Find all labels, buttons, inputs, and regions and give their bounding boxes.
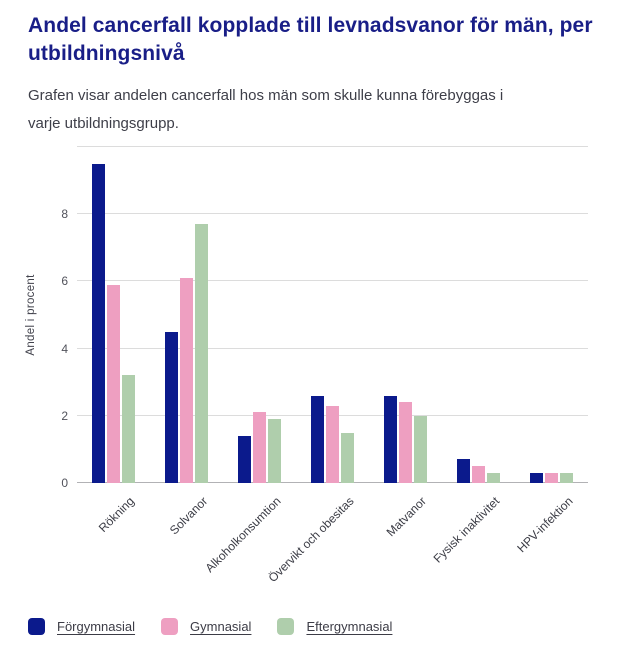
legend-label-eftergymnasial: Eftergymnasial — [306, 619, 393, 634]
bar-f-rgymnasial-r-kning[interactable] — [92, 164, 105, 483]
bar-group-fysisk-inaktivitet — [457, 147, 500, 483]
chart-legend — [28, 618, 392, 635]
bar-group-alkoholkonsumtion — [238, 147, 281, 483]
y-axis-title: Andel i procent — [25, 274, 37, 356]
bar-eftergymnasial-fysisk-inaktivitet[interactable] — [487, 473, 500, 483]
legend-swatch-eftergymnasial — [277, 618, 294, 635]
bar-group-vervikt-och-obesitas — [311, 147, 354, 483]
x-axis-label-r-kning: Rökning — [96, 494, 138, 536]
bar-eftergymnasial-vervikt-och-obesitas[interactable] — [341, 433, 354, 483]
bar-f-rgymnasial-hpv-infektion[interactable] — [530, 473, 543, 483]
x-axis-label-hpv-infektion: HPV-infektion — [514, 494, 576, 556]
bar-group-r-kning — [92, 147, 135, 483]
bar-f-rgymnasial-matvanor[interactable] — [384, 396, 397, 483]
legend-item-gymnasial[interactable] — [161, 618, 251, 635]
legend-label-forgymnasial: Förgymnasial — [57, 619, 136, 634]
bar-group-hpv-infektion — [530, 147, 573, 483]
x-axis-label-matvanor: Matvanor — [384, 494, 430, 540]
y-tick-label-8: 8 — [61, 207, 68, 222]
y-tick-label-4: 4 — [61, 341, 68, 356]
bar-gymnasial-vervikt-och-obesitas[interactable] — [326, 406, 339, 483]
bar-gymnasial-matvanor[interactable] — [399, 402, 412, 483]
bar-eftergymnasial-matvanor[interactable] — [414, 416, 427, 483]
y-tick-label-0: 0 — [61, 476, 68, 490]
y-tick-label-2: 2 — [61, 408, 68, 423]
bar-eftergymnasial-hpv-infektion[interactable] — [560, 473, 573, 483]
bar-group-matvanor — [384, 147, 427, 483]
bar-gymnasial-alkoholkonsumtion[interactable] — [253, 412, 266, 483]
bar-gymnasial-r-kning[interactable] — [107, 285, 120, 483]
bar-f-rgymnasial-fysisk-inaktivitet[interactable] — [457, 459, 470, 483]
bar-f-rgymnasial-alkoholkonsumtion[interactable] — [238, 436, 251, 483]
legend-label-gymnasial: Gymnasial — [190, 619, 252, 634]
bar-group-solvanor — [165, 147, 208, 483]
bar-chart — [0, 140, 624, 610]
bar-gymnasial-fysisk-inaktivitet[interactable] — [472, 466, 485, 483]
legend-swatch-forgymnasial — [28, 618, 45, 635]
bar-gymnasial-hpv-infektion[interactable] — [545, 473, 558, 483]
x-axis-label-vervikt-och-obesitas: Övervikt och obesitas — [265, 494, 357, 586]
y-tick-label-6: 6 — [61, 274, 68, 289]
legend-item-forgymnasial[interactable] — [28, 618, 135, 635]
bar-eftergymnasial-r-kning[interactable] — [122, 375, 135, 483]
x-axis-label-alkoholkonsumtion: Alkoholkonsumtion — [202, 494, 284, 576]
legend-swatch-gymnasial — [161, 618, 178, 635]
x-axis-label-solvanor: Solvanor — [167, 494, 211, 538]
bar-eftergymnasial-solvanor[interactable] — [195, 224, 208, 483]
x-axis-label-fysisk-inaktivitet: Fysisk inaktivitet — [430, 494, 503, 566]
plot-area — [77, 147, 588, 483]
bar-gymnasial-solvanor[interactable] — [180, 278, 193, 483]
bar-eftergymnasial-alkoholkonsumtion[interactable] — [268, 419, 281, 483]
legend-item-eftergymnasial[interactable] — [277, 618, 392, 635]
bar-f-rgymnasial-solvanor[interactable] — [165, 332, 178, 483]
bar-f-rgymnasial-vervikt-och-obesitas[interactable] — [311, 396, 324, 483]
chart-subtitle: Grafen visar andelen cancerfall hos män som skulle kunna förebyggas i varje utbildningsgrupp. — [28, 87, 504, 132]
page-title: Andel cancerfall kopplade till levnadsvanor för män, per utbildningsnivå — [28, 14, 593, 65]
